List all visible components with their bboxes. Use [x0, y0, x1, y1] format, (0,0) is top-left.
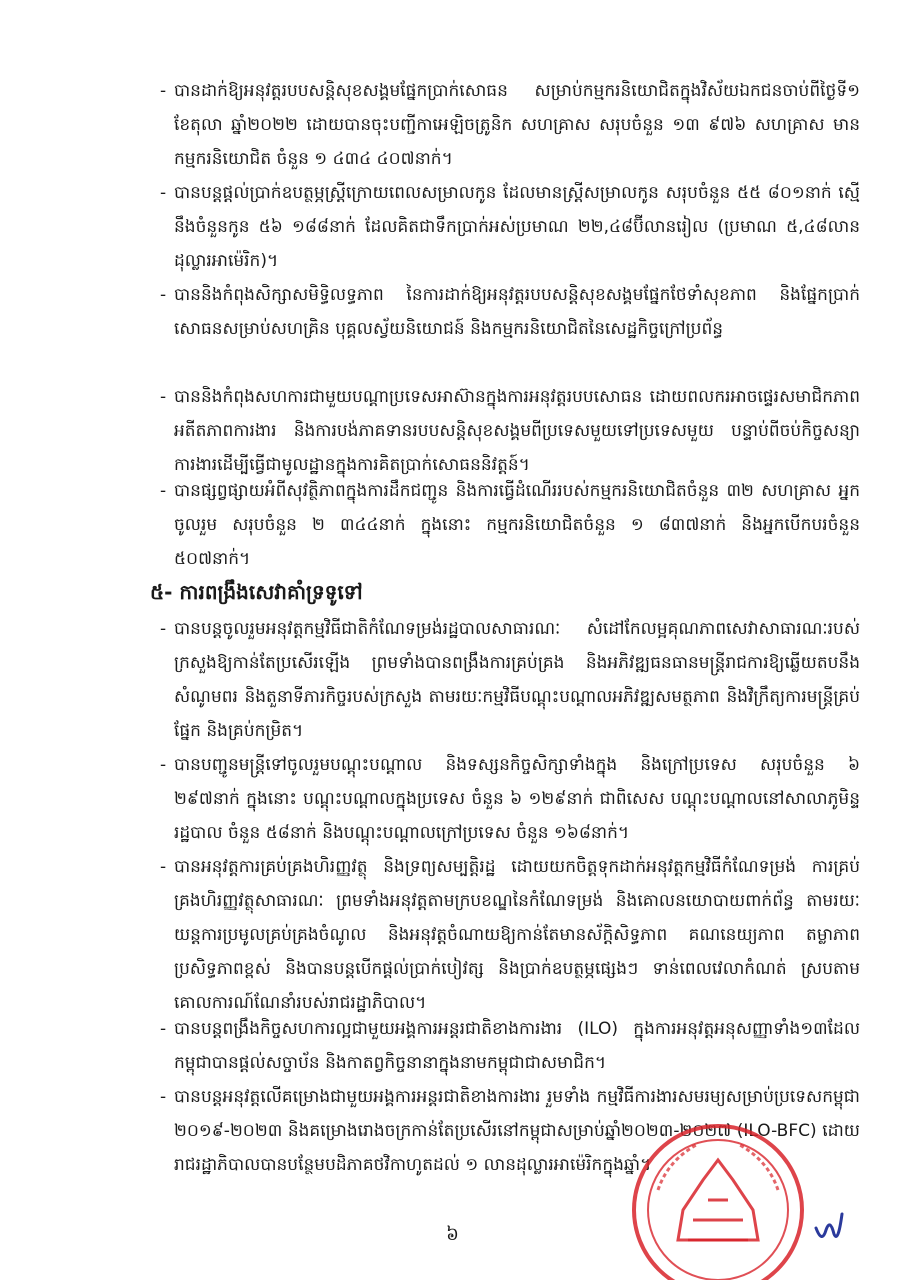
- list-item: - បានបន្តចូលរួមអនុវត្តកម្មវិធីជាតិកំណែទម្រង់រដ្ឋបាលសាធារណៈ សំដៅកែលម្អគុណភាពសេវាសាធារណៈរបស់ក្រសួងឱ្យកាន់តែប្រសើរឡើង ព្រមទាំងបានពង្រឹងការគ្រប់គ្រង និងអភិវឌ្ឍធនធានមន្ត្រីរាជការឱ្យឆ្លើយតបនឹងសំណូមពរ និងតួនាទីភារកិច្ចរបស់ក្រសួង តាមរយៈកម្មវិធីបណ្តុះបណ្តាលអភិវឌ្ឍសមត្ថភាព និងវិក្រឹត្យការមន្ត្រីគ្រប់ផ្នែក និងគ្រប់កម្រិត។: [160, 612, 860, 748]
- bullet-text: បានបន្តអនុវត្តលើគម្រោងជាមួយអង្គការអន្តរជាតិខាងការងារ រួមទាំង កម្មវិធីការងារសមរម្យសម្រាប់ប្រទេសកម្ពុជា ២០១៩-២០២៣ និងគម្រោងរោងចក្រកាន់តែប្រសើរនៅកម្ពុជាសម្រាប់ឆ្នាំ២០២៣-២០២៧ (ILO-BFC) ដោយរាជរដ្ឋាភិបាលបានបន្ថែមបដិភាគថវិកាហូតដល់ ១ លានដុល្លារអាម៉េរិកក្នុងឆ្នាំ។: [174, 1087, 860, 1175]
- bullet-text: បានបញ្ជូនមន្ត្រីទៅចូលរួមបណ្តុះបណ្តាល និងទស្សនកិច្ចសិក្សាទាំងក្នុង និងក្រៅប្រទេស សរុបចំនួន ៦ ២៩៧នាក់ ក្នុងនោះ បណ្តុះបណ្តាលក្នុងប្រទេស ចំនួន ៦ ១២៩នាក់ ជាពិសេស បណ្តុះបណ្តាលនៅសាលាភូមិន្ទរដ្ឋបាល ចំនួន ៥៨នាក់ និងបណ្តុះបណ្តាលក្រៅប្រទេស ចំនួន ១៦៨នាក់។: [174, 755, 860, 843]
- list-item: - បានផ្សព្វផ្សាយអំពីសុវត្ថិភាពក្នុងការដឹកជញ្ជូន និងការធ្វើដំណើររបស់កម្មករនិយោជិតចំនួន ៣២ សហគ្រាស អ្នកចូលរួម សរុបចំនួន ២ ៣៤៤នាក់ ក្នុងនោះ កម្មករនិយោជិតចំនួន ១ ៨៣៧នាក់ និងអ្នកបើកបរចំនួន ៥០៧នាក់។: [160, 474, 860, 576]
- bullet-text: បានដាក់ឱ្យអនុវត្តរបបសន្តិសុខសង្គមផ្នែកប្រាក់សោធន សម្រាប់កម្មករនិយោជិតក្នុងវិស័យឯកជនចាប់ពីថ្ងៃទី១ ខែតុលា ឆ្នាំ២០២២ ដោយបានចុះបញ្ជីកាអេឡិចត្រូនិក សហគ្រាស សរុបចំនួន ១៣ ៩៧៦ សហគ្រាស មានកម្មករនិយោជិត ចំនួន ១ ៤៣៤ ៤០៧នាក់។: [174, 81, 860, 169]
- list-item: - បានបន្តពង្រឹងកិច្ចសហការល្អជាមួយអង្គការអន្តរជាតិខាងការងារ (ILO) ក្នុងការអនុវត្តអនុសញ្ញាទាំង១៣ដែលកម្ពុជាបានផ្តល់សច្ចាប័ន និងកាតព្វកិច្ចនានាក្នុងនាមកម្ពុជាជាសមាជិក។: [160, 1012, 860, 1080]
- list-item: - បានដាក់ឱ្យអនុវត្តរបបសន្តិសុខសង្គមផ្នែកប្រាក់សោធន សម្រាប់កម្មករនិយោជិតក្នុងវិស័យឯកជនចាប់ពីថ្ងៃទី១ ខែតុលា ឆ្នាំ២០២២ ដោយបានចុះបញ្ជីកាអេឡិចត្រូនិក សហគ្រាស សរុបចំនួន ១៣ ៩៧៦ សហគ្រាស មានកម្មករនិយោជិត ចំនួន ១ ៤៣៤ ៤០៧នាក់។: [160, 74, 860, 176]
- list-item: - បានបញ្ជូនមន្ត្រីទៅចូលរួមបណ្តុះបណ្តាល និងទស្សនកិច្ចសិក្សាទាំងក្នុង និងក្រៅប្រទេស សរុបចំនួន ៦ ២៩៧នាក់ ក្នុងនោះ បណ្តុះបណ្តាលក្នុងប្រទេស ចំនួន ៦ ១២៩នាក់ ជាពិសេស បណ្តុះបណ្តាលនៅសាលាភូមិន្ទរដ្ឋបាល ចំនួន ៥៨នាក់ និងបណ្តុះបណ្តាលក្រៅប្រទេស ចំនួន ១៦៨នាក់។: [160, 748, 860, 850]
- official-seal-icon: [628, 1120, 808, 1280]
- bullet-text: បានផ្សព្វផ្សាយអំពីសុវត្ថិភាពក្នុងការដឹកជញ្ជូន និងការធ្វើដំណើររបស់កម្មករនិយោជិតចំនួន ៣២ សហគ្រាស អ្នកចូលរួម សរុបចំនួន ២ ៣៤៤នាក់ ក្នុងនោះ កម្មករនិយោជិតចំនួន ១ ៨៣៧នាក់ និងអ្នកបើកបរចំនួន ៥០៧នាក់។: [174, 481, 860, 569]
- bullet-text: បានបន្តពង្រឹងកិច្ចសហការល្អជាមួយអង្គការអន្តរជាតិខាងការងារ (ILO) ក្នុងការអនុវត្តអនុសញ្ញាទាំង១៣ដែលកម្ពុជាបានផ្តល់សច្ចាប័ន និងកាតព្វកិច្ចនានាក្នុងនាមកម្ពុជាជាសមាជិក។: [174, 1019, 860, 1073]
- section-heading: ៥- ការពង្រឹងសេវាគាំទ្រទូទៅ: [150, 580, 363, 604]
- bullet-text: បាននិងកំពុងសិក្សាសមិទ្ធិលទ្ធភាព នៃការដាក់ឱ្យអនុវត្តរបបសន្តិសុខសង្គមផ្នែកថែទាំសុខភាព និងផ្នែកប្រាក់សោធនសម្រាប់សហគ្រិន បុគ្គលស្វ័យនិយោជន៍ និងកម្មករនិយោជិតនៃសេដ្ឋកិច្ចក្រៅប្រព័ន្ធ: [174, 285, 860, 339]
- bullet-text: បានអនុវត្តការគ្រប់គ្រងហិរញ្ញវត្ថុ និងទ្រព្យសម្បត្តិរដ្ឋ ដោយយកចិត្តទុកដាក់អនុវត្តកម្មវិធីកំណែទម្រង់ ការគ្រប់គ្រងហិរញ្ញវត្ថុសាធារណៈ ព្រមទាំងអនុវត្តតាមក្របខណ្ឌនៃកំណែទម្រង់ និងគោលនយោបាយពាក់ព័ន្ធ តាមរយៈយន្តការប្រមូលគ្រប់គ្រងចំណូល និងអនុវត្តចំណាយឱ្យកាន់តែមានស័ក្តិសិទ្ធភាព គណនេយ្យភាព តម្លាភាព ប្រសិទ្ធភាពខ្ពស់ និងបានបន្តបើកផ្តល់ប្រាក់បៀវត្ស និងប្រាក់ឧបត្ថម្ភផ្សេងៗ ទាន់ពេលវេលាកំណត់ ស្របតាមគោលការណ៍ណែនាំរបស់រាជរដ្ឋាភិបាល។: [174, 857, 860, 1013]
- bullet-text: បាននិងកំពុងសហការជាមួយបណ្តាប្រទេសអាស៊ានក្នុងការអនុវត្តរបបសោធន ដោយពលករអាចផ្ទេរសមាជិកភាព អតីតភាពការងារ និងការបង់ភាគទានរបបសន្តិសុខសង្គមពីប្រទេសមួយទៅប្រទេសមួយ បន្ទាប់ពីចប់កិច្ចសន្យាការងារដើម្បីធ្វើជាមូលដ្ឋានក្នុងការគិតប្រាក់សោធននិវត្តន៍។: [174, 387, 860, 475]
- list-item: - បានបន្តអនុវត្តលើគម្រោងជាមួយអង្គការអន្តរជាតិខាងការងារ រួមទាំង កម្មវិធីការងារសមរម្យសម្រាប់ប្រទេសកម្ពុជា ២០១៩-២០២៣ និងគម្រោងរោងចក្រកាន់តែប្រសើរនៅកម្ពុជាសម្រាប់ឆ្នាំ២០២៣-២០២៧ (ILO-BFC) ដោយរាជរដ្ឋាភិបាលបានបន្ថែមបដិភាគថវិកាហូតដល់ ១ លានដុល្លារអាម៉េរិកក្នុងឆ្នាំ។: [160, 1080, 860, 1182]
- list-item: - បានបន្តផ្តល់ប្រាក់ឧបត្ថម្ភស្ត្រីក្រោយពេលសម្រាលកូន ដែលមានស្ត្រីសម្រាលកូន សរុបចំនួន ៥៥ ៨០១នាក់ ស្មើនឹងចំនួនកូន ៥៦ ១៨៨នាក់ ដែលគិតជាទឹកប្រាក់អស់ប្រមាណ ២២,៤៨ប៊ីលានរៀល (ប្រមាណ ៥,៤៨លានដុល្លារអាម៉េរិក)។: [160, 176, 860, 278]
- list-item: - បាននិងកំពុងសិក្សាសមិទ្ធិលទ្ធភាព នៃការដាក់ឱ្យអនុវត្តរបបសន្តិសុខសង្គមផ្នែកថែទាំសុខភាព និងផ្នែកប្រាក់សោធនសម្រាប់សហគ្រិន បុគ្គលស្វ័យនិយោជន៍ និងកម្មករនិយោជិតនៃសេដ្ឋកិច្ចក្រៅប្រព័ន្ធ: [160, 278, 860, 346]
- bullet-text: បានបន្តផ្តល់ប្រាក់ឧបត្ថម្ភស្ត្រីក្រោយពេលសម្រាលកូន ដែលមានស្ត្រីសម្រាលកូន សរុបចំនួន ៥៥ ៨០១នាក់ ស្មើនឹងចំនួនកូន ៥៦ ១៨៨នាក់ ដែលគិតជាទឹកប្រាក់អស់ប្រមាណ ២២,៤៨ប៊ីលានរៀល (ប្រមាណ ៥,៤៨លានដុល្លារអាម៉េរិក)។: [174, 183, 860, 271]
- page-number: ៦: [446, 1224, 459, 1245]
- list-item: - បាននិងកំពុងសហការជាមួយបណ្តាប្រទេសអាស៊ានក្នុងការអនុវត្តរបបសោធន ដោយពលករអាចផ្ទេរសមាជិកភាព អតីតភាពការងារ និងការបង់ភាគទានរបបសន្តិសុខសង្គមពីប្រទេសមួយទៅប្រទេសមួយ បន្ទាប់ពីចប់កិច្ចសន្យាការងារដើម្បីធ្វើជាមូលដ្ឋានក្នុងការគិតប្រាក់សោធននិវត្តន៍។: [160, 380, 860, 482]
- list-item: - បានអនុវត្តការគ្រប់គ្រងហិរញ្ញវត្ថុ និងទ្រព្យសម្បត្តិរដ្ឋ ដោយយកចិត្តទុកដាក់អនុវត្តកម្មវិធីកំណែទម្រង់ ការគ្រប់គ្រងហិរញ្ញវត្ថុសាធារណៈ ព្រមទាំងអនុវត្តតាមក្របខណ្ឌនៃកំណែទម្រង់ និងគោលនយោបាយពាក់ព័ន្ធ តាមរយៈយន្តការប្រមូលគ្រប់គ្រងចំណូល និងអនុវត្តចំណាយឱ្យកាន់តែមានស័ក្តិសិទ្ធភាព គណនេយ្យភាព តម្លាភាព ប្រសិទ្ធភាពខ្ពស់ និងបានបន្តបើកផ្តល់ប្រាក់បៀវត្ស និងប្រាក់ឧបត្ថម្ភផ្សេងៗ ទាន់ពេលវេលាកំណត់ ស្របតាមគោលការណ៍ណែនាំរបស់រាជរដ្ឋាភិបាល។: [160, 850, 860, 1020]
- bullet-text: បានបន្តចូលរួមអនុវត្តកម្មវិធីជាតិកំណែទម្រង់រដ្ឋបាលសាធារណៈ សំដៅកែលម្អគុណភាពសេវាសាធារណៈរបស់ក្រសួងឱ្យកាន់តែប្រសើរឡើង ព្រមទាំងបានពង្រឹងការគ្រប់គ្រង និងអភិវឌ្ឍធនធានមន្ត្រីរាជការឱ្យឆ្លើយតបនឹងសំណូមពរ និងតួនាទីភារកិច្ចរបស់ក្រសួង តាមរយៈកម្មវិធីបណ្តុះបណ្តាលអភិវឌ្ឍសមត្ថភាព និងវិក្រឹត្យការមន្ត្រីគ្រប់ផ្នែក និងគ្រប់កម្រិត។: [174, 619, 860, 741]
